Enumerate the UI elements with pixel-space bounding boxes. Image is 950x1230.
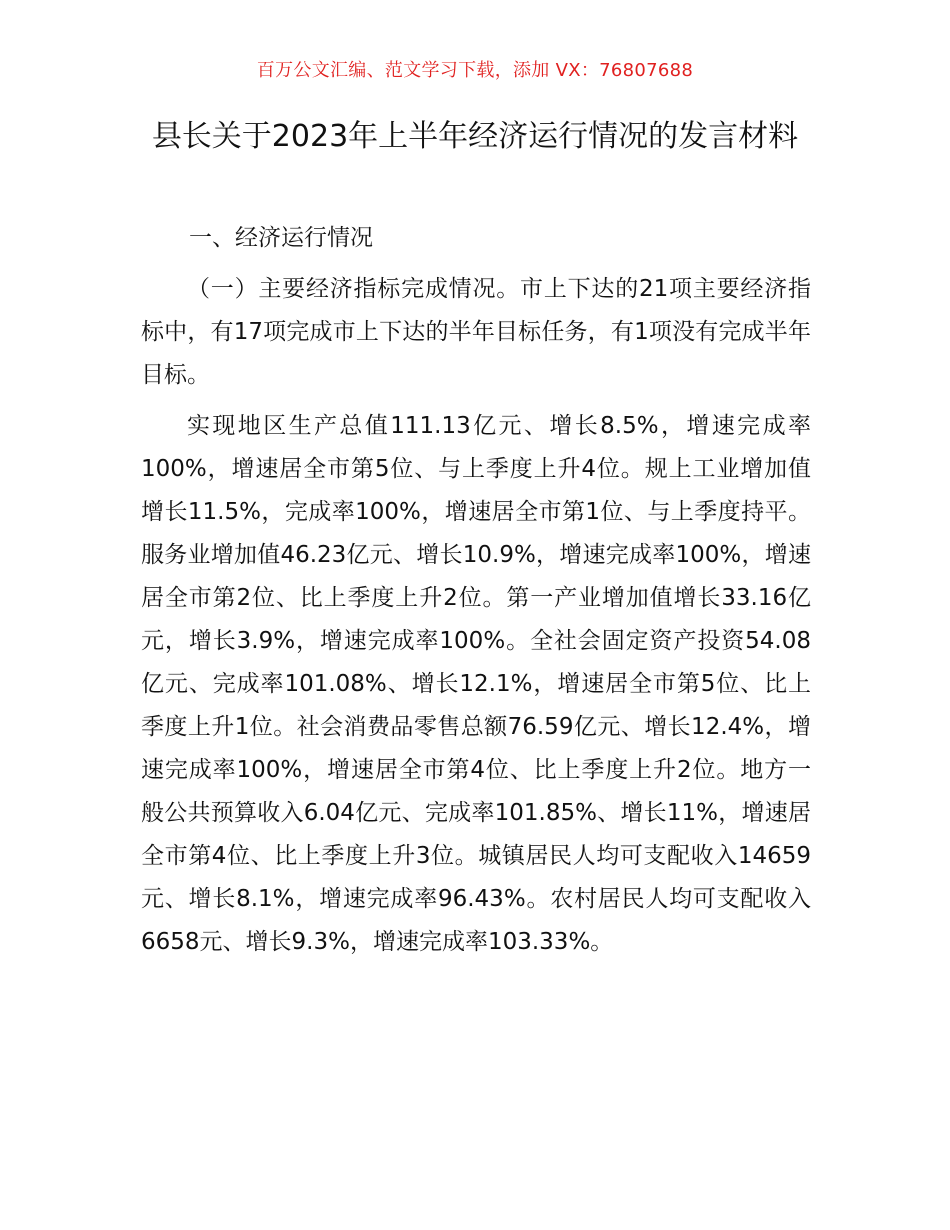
header-promo-text: 百万公文汇编、范文学习下载，添加 VX：76807688: [256, 60, 694, 81]
section-heading: 一、经济运行情况: [189, 225, 373, 251]
document-title: 县长关于2023年上半年经济运行情况的发言材料: [151, 119, 799, 154]
paragraph-economic-data: 实现地区生产总值111.13亿元、增长8.5%，增速完成率100%，增速居全市第5位、与上季度上升4位。规上工业增加值增长11.5%，完成率100%，增速居全市第1位、与上季度持平。服务业增加值46.23亿元、增长10.9%，增速完成率100%，增速居全市第2位、比上季度上升2位。第一产业增加值增长33.16亿元，增长3.9%，增速完成率100%。全社会固定资产投资54.08亿元、完成率101.08%、增长12.1%，增速居全市第5位、比上季度上升1位。社会消费品零售总额76.59亿元、增长12.4%，增速完成率100%，增速居全市第4位、比上季度上升2位。地方一般公共预算收入6.04亿元、完成率101.85%、增长11%，增速居全市第4位、比上季度上升3位。城镇居民人均可支配收入14659元、增长8.1%，增速完成率96.43%。农村居民人均可支配收入6658元、增长9.3%，增速完成率103.33%。: [141, 413, 811, 955]
paragraph-main-indicators: （一）主要经济指标完成情况。市上下达的21项主要经济指标中，有17项完成市上下达的半年目标任务，有1项没有完成半年目标。: [141, 276, 811, 388]
